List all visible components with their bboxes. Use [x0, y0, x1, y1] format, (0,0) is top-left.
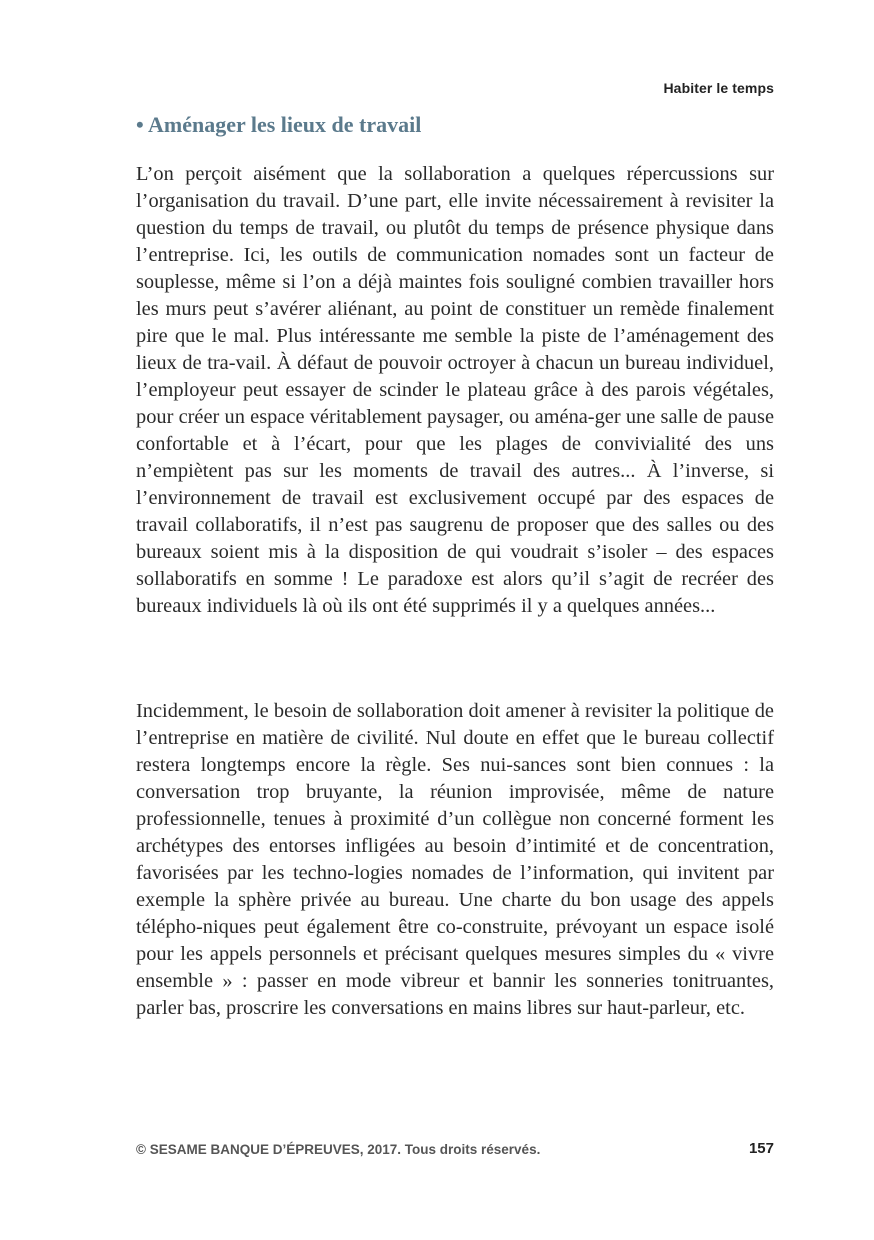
footer-copyright: © SESAME BANQUE D’ÉPREUVES, 2017. Tous droits réservés.: [136, 1142, 541, 1157]
body-paragraph-2: Incidemment, le besoin de sollaboration doit amener à revisiter la politique de l’entreprise en matière de civilité. Nul doute en effet que le bureau collectif restera longtemps encore la règle. Ses nui-sances sont bien connues : la conversation trop bruyante, la réunion improvisée, même de nature professionnelle, tenues à proximité d’un collègue non concerné forment les archétypes des entorses infligées au besoin d’intimité et de concentration, favorisées par les techno-logies nomades de l’information, qui invitent par exemple la sphère privée au bureau. Une charte du bon usage des appels télépho-niques peut également être co-construite, prévoyant un espace isolé pour les appels personnels et précisant quelques mesures simples du « vivre ensemble » : passer en mode vibreur et bannir les sonneries tonitruantes, parler bas, proscrire les conversations en mains libres sur haut-parleur, etc.: [136, 700, 774, 1019]
page-number: 157: [748, 1140, 774, 1157]
running-header: Habiter le temps: [663, 80, 774, 96]
body-paragraph-1: L’on perçoit aisément que la sollaboration a quelques répercussions sur l’organisation du travail. D’une part, elle invite nécessairement à revisiter la question du temps de travail, ou plutôt du temps de présence physique dans l’entreprise. Ici, les outils de communication nomades sont un facteur de souplesse, même si l’on a déjà maintes fois souligné combien travailler hors les murs peut s’avérer aliénant, au point de constituer un remède finalement pire que le mal. Plus intéressante me semble la piste de l’aménagement des lieux de tra-vail. À défaut de pouvoir octroyer à chacun un bureau individuel, l’employeur peut essayer de scinder le plateau grâce à des parois végétales, pour créer un espace véritablement paysager, ou aména-ger une salle de pause confortable et à l’écart, pour que les plages de convivialité des uns n’empiètent pas sur les moments de travail des autres... À l’inverse, si l’environnement de travail est exclusivement occupé par des espaces de travail collaboratifs, il n’est pas saugrenu de proposer que des salles ou des bureaux soient mis à la disposition de qui voudrait s’isoler – des espaces sollaboratifs en somme ! Le paradoxe est alors qu’il s’agit de recréer des bureaux individuels là où ils ont été supprimés il y a quelques années...: [136, 163, 774, 617]
section-heading: • Aménager les lieux de travail: [136, 112, 422, 137]
